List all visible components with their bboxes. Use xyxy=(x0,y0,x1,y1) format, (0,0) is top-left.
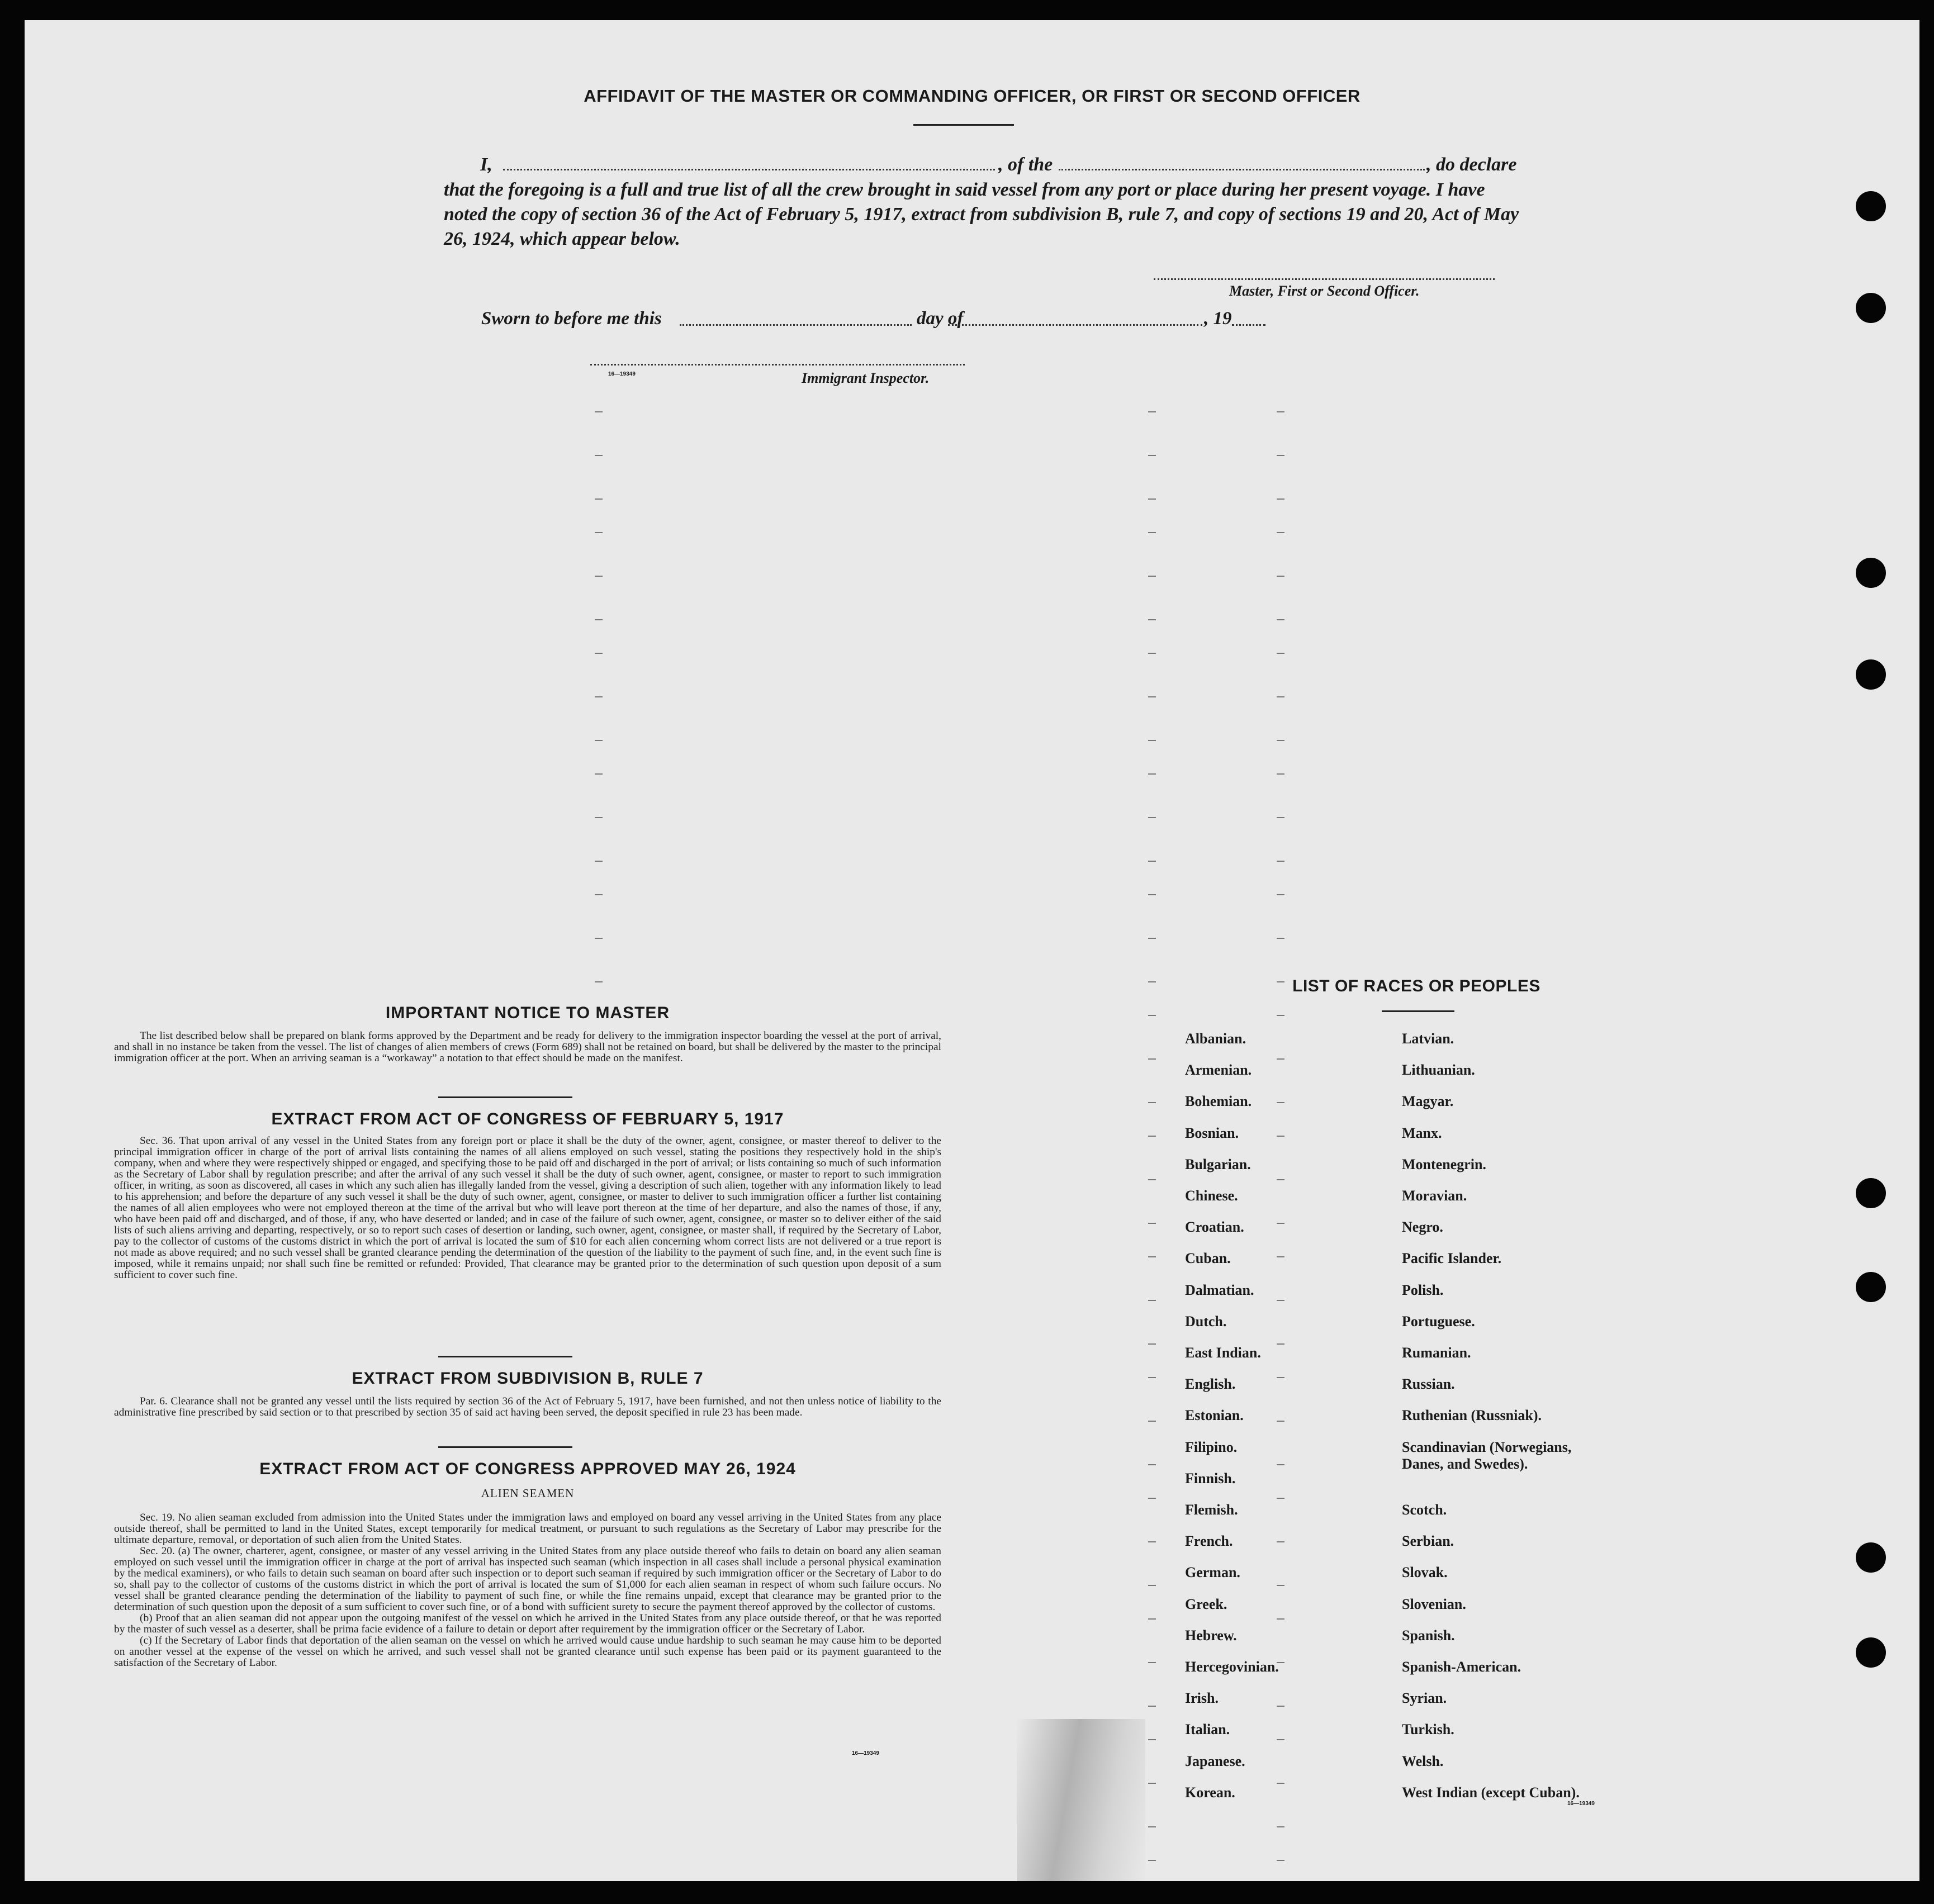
section-rule xyxy=(438,1356,572,1357)
faint-tick-mark xyxy=(1148,619,1156,620)
faint-tick-mark xyxy=(1277,740,1284,741)
faint-tick-mark xyxy=(1277,1102,1284,1103)
race-item: French. xyxy=(1185,1533,1233,1550)
sworn-day-field[interactable] xyxy=(680,324,912,326)
race-item: Negro. xyxy=(1402,1219,1443,1236)
faint-tick-mark xyxy=(1148,817,1156,818)
faint-tick-mark xyxy=(1277,1058,1284,1060)
faint-tick-mark xyxy=(595,740,603,741)
race-item: Chinese. xyxy=(1185,1188,1238,1204)
faint-tick-mark xyxy=(1148,498,1156,500)
faint-tick-mark xyxy=(1277,1377,1284,1378)
inspector-signature-field[interactable] xyxy=(590,364,965,365)
extract-form-number: 16—19349 xyxy=(852,1750,879,1756)
faint-tick-mark xyxy=(595,619,603,620)
race-item: Spanish-American. xyxy=(1402,1659,1521,1675)
punch-hole xyxy=(1856,659,1886,690)
faint-tick-mark xyxy=(1277,1585,1284,1586)
race-item: English. xyxy=(1185,1376,1236,1393)
faint-tick-mark xyxy=(1148,1300,1156,1301)
faint-tick-mark xyxy=(1277,576,1284,577)
race-item: Greek. xyxy=(1185,1596,1227,1612)
race-item: Polish. xyxy=(1402,1281,1444,1298)
race-item: Manx. xyxy=(1402,1124,1442,1141)
faint-tick-mark xyxy=(1148,894,1156,895)
faint-tick-mark xyxy=(1148,1585,1156,1586)
punch-hole xyxy=(1856,1542,1886,1573)
faint-tick-mark xyxy=(1148,773,1156,775)
paper-stain xyxy=(1017,1719,1145,1881)
race-item: Syrian. xyxy=(1402,1690,1447,1707)
faint-tick-mark xyxy=(595,861,603,862)
race-item: Bohemian. xyxy=(1185,1093,1252,1110)
race-item: Korean. xyxy=(1185,1784,1235,1801)
affidavit-form-number: 16—19349 xyxy=(608,371,636,377)
faint-tick-mark xyxy=(1148,1783,1156,1784)
races-form-number: 16—19349 xyxy=(1567,1801,1595,1807)
faint-tick-mark xyxy=(1277,498,1284,500)
race-item: Rumanian. xyxy=(1402,1345,1471,1361)
faint-tick-mark xyxy=(595,576,603,577)
vessel-name-field[interactable] xyxy=(1059,169,1425,170)
faint-tick-mark xyxy=(1277,1421,1284,1422)
faint-tick-mark xyxy=(1148,532,1156,533)
race-item: German. xyxy=(1185,1564,1240,1581)
race-item: Italian. xyxy=(1185,1721,1230,1738)
faint-tick-mark xyxy=(1148,1179,1156,1180)
races-title-rule xyxy=(1382,1010,1454,1012)
extract-rule7-text xyxy=(114,1396,941,1418)
faint-tick-mark xyxy=(1277,1541,1284,1542)
race-item: Scandinavian (Norwegians, Danes, and Swedes). xyxy=(1402,1438,1572,1472)
race-item: Armenian. xyxy=(1185,1062,1252,1079)
faint-tick-mark xyxy=(595,498,603,500)
race-item: Slovak. xyxy=(1402,1564,1448,1581)
faint-tick-mark xyxy=(1277,894,1284,895)
faint-tick-mark xyxy=(595,938,603,939)
sworn-year-field[interactable] xyxy=(1232,324,1265,326)
extract-1924-sec19: Sec. 19. No alien seaman excluded from admission into the United States under the immigration laws and employed on board any vessel arriving in the United States from any place outside thereof, shall be permitted to land in the United States, except temporarily for medical treatment, or pursuant to such regulations as the Secretary of Labor may prescribe for the ultimate departure, removal, or deportation of such alien from the United States. xyxy=(114,1512,941,1546)
extract-1924-subtitle: ALIEN SEAMEN xyxy=(481,1487,575,1500)
faint-tick-mark xyxy=(1277,1783,1284,1784)
faint-tick-mark xyxy=(1148,1618,1156,1620)
notice-paragraph: The list described below shall be prepared on blank forms approved by the Department and be ready for delivery to the immigration inspector boarding the vessel at the port of arrival, and shall in no instance be taken from the vessel. The list of changes of alien members of crews (Form 689) shall not be retained on board, but shall be delivered by the master to the principal immigration officer at the port. When an arriving seaman is a “workaway” a notation to that effect should be made on the manifest. xyxy=(114,1030,941,1064)
race-item: Serbian. xyxy=(1402,1533,1454,1550)
race-item: Estonian. xyxy=(1185,1407,1244,1424)
extract-1924-text xyxy=(114,1512,941,1669)
faint-tick-mark xyxy=(1148,1464,1156,1465)
race-item: Montenegrin. xyxy=(1402,1156,1486,1172)
faint-tick-mark xyxy=(1148,938,1156,939)
faint-tick-mark xyxy=(1277,696,1284,697)
punch-hole xyxy=(1856,1637,1886,1668)
faint-tick-mark xyxy=(1148,740,1156,741)
race-item: Finnish. xyxy=(1185,1470,1236,1487)
extract-rule7-title: EXTRACT FROM SUBDIVISION B, RULE 7 xyxy=(352,1369,704,1388)
declaration-body: that the foregoing is a full and true list of all the crew brought in said vessel from any port or place during her present voyage. I have noted the copy of section 36 of the Act of February 5, 1917, extract from subdivision B, rule 7, and copy of sections 19 and 20, Act of May 26, 1924, which appear below. xyxy=(444,179,1519,249)
race-item: Lithuanian. xyxy=(1402,1062,1475,1079)
faint-tick-mark xyxy=(1148,1498,1156,1499)
faint-tick-mark xyxy=(1148,1421,1156,1422)
faint-tick-mark xyxy=(1148,1136,1156,1137)
race-item: Welsh. xyxy=(1402,1753,1444,1769)
master-signature-field[interactable] xyxy=(1154,278,1495,280)
faint-tick-mark xyxy=(1148,1223,1156,1224)
faint-tick-mark xyxy=(1148,411,1156,412)
faint-tick-mark xyxy=(1148,981,1156,982)
faint-tick-mark xyxy=(1148,1058,1156,1060)
notice-text xyxy=(114,1031,941,1064)
extract-1917-text xyxy=(114,1136,941,1281)
faint-tick-mark xyxy=(1277,619,1284,620)
faint-tick-mark xyxy=(1277,938,1284,939)
race-item: Irish. xyxy=(1185,1690,1219,1707)
faint-tick-mark xyxy=(1277,1464,1284,1465)
faint-tick-mark xyxy=(595,455,603,456)
sworn-label: Sworn to before me this xyxy=(481,308,662,329)
faint-tick-mark xyxy=(1277,1179,1284,1180)
race-item: Portuguese. xyxy=(1402,1313,1475,1330)
race-item: Spanish. xyxy=(1402,1627,1455,1644)
faint-tick-mark xyxy=(1148,1706,1156,1707)
faint-tick-mark xyxy=(1277,532,1284,533)
extract-1924-sec20c: (c) If the Secretary of Labor finds that deportation of the alien seaman on the vessel on which he arrived would cause undue hardship to such seaman he may cause him to be deported on another vessel at the expense of the vessel on which he arrived, and such vessel shall not be granted clearance until such expense has been paid or its payment guaranteed to the satisfaction of the Secretary of Labor. xyxy=(114,1635,941,1669)
race-item: Cuban. xyxy=(1185,1250,1231,1267)
faint-tick-mark xyxy=(1277,817,1284,818)
faint-tick-mark xyxy=(1277,1136,1284,1137)
faint-tick-mark xyxy=(1148,861,1156,862)
race-item: Bulgarian. xyxy=(1185,1156,1251,1172)
faint-tick-mark xyxy=(1148,1343,1156,1345)
race-item: Bosnian. xyxy=(1185,1124,1239,1141)
faint-tick-mark xyxy=(1277,455,1284,456)
extract-1917-title: EXTRACT FROM ACT OF CONGRESS OF FEBRUARY 5, 1917 xyxy=(271,1110,784,1128)
master-signature-label: Master, First or Second Officer. xyxy=(1229,283,1420,299)
faint-tick-mark xyxy=(595,653,603,654)
faint-tick-mark xyxy=(1148,1826,1156,1827)
faint-tick-mark xyxy=(1277,411,1284,412)
race-item: East Indian. xyxy=(1185,1345,1261,1361)
section-rule xyxy=(438,1446,572,1448)
faint-tick-mark xyxy=(1277,1300,1284,1301)
races-title: LIST OF RACES OR PEOPLES xyxy=(1292,977,1540,995)
faint-tick-mark xyxy=(595,981,603,982)
extract-rule7-paragraph: Par. 6. Clearance shall not be granted any vessel until the lists required by section 36 of the Act of February 5, 1917, have been furnished, and not then unless notice of liability to the administrative fine prescribed by said section or to that prescribed by section 35 of said act having been served, the deposit specified in rule 23 has been made. xyxy=(114,1395,941,1418)
declare-end-label: , do declare xyxy=(1426,154,1517,175)
faint-tick-mark xyxy=(1148,1860,1156,1861)
faint-tick-mark xyxy=(1148,455,1156,456)
race-item: Slovenian. xyxy=(1402,1596,1466,1612)
punch-hole xyxy=(1856,1178,1886,1208)
race-item: Dalmatian. xyxy=(1185,1281,1254,1298)
faint-tick-mark xyxy=(1148,1662,1156,1663)
faint-tick-mark xyxy=(595,411,603,412)
faint-tick-mark xyxy=(1277,1498,1284,1499)
punch-hole xyxy=(1856,1272,1886,1302)
race-item: Magyar. xyxy=(1402,1093,1454,1110)
faint-tick-mark xyxy=(1277,773,1284,775)
race-item: Russian. xyxy=(1402,1376,1455,1393)
punch-hole xyxy=(1856,293,1886,323)
race-item: Turkish. xyxy=(1402,1721,1454,1738)
punch-hole xyxy=(1856,191,1886,221)
race-item: Hercegovinian. xyxy=(1185,1659,1279,1675)
faint-tick-mark xyxy=(1148,653,1156,654)
declare-i-label: I, xyxy=(480,154,492,175)
race-item: West Indian (except Cuban). xyxy=(1402,1784,1580,1801)
race-item: Dutch. xyxy=(1185,1313,1227,1330)
form-sheet xyxy=(25,20,1919,1881)
race-item: Ruthenian (Russniak). xyxy=(1402,1407,1542,1424)
race-item: Flemish. xyxy=(1185,1502,1238,1518)
notice-title: IMPORTANT NOTICE TO MASTER xyxy=(385,1004,670,1022)
faint-tick-mark xyxy=(1148,1541,1156,1542)
race-item: Latvian. xyxy=(1402,1031,1454,1047)
faint-tick-mark xyxy=(1277,1343,1284,1345)
race-item: Scotch. xyxy=(1402,1502,1447,1518)
sworn-month-field[interactable] xyxy=(948,324,1202,326)
faint-tick-mark xyxy=(1148,1102,1156,1103)
faint-tick-mark xyxy=(1277,1256,1284,1257)
faint-tick-mark xyxy=(1148,696,1156,697)
race-item: Albanian. xyxy=(1185,1031,1246,1047)
faint-tick-mark xyxy=(1148,1739,1156,1740)
affidavit-title: AFFIDAVIT OF THE MASTER OR COMMANDING OFFICER, OR FIRST OR SECOND OFFICER xyxy=(584,86,1361,106)
faint-tick-mark xyxy=(1277,1223,1284,1224)
year-label: , 19 xyxy=(1204,308,1232,329)
faint-tick-mark xyxy=(1277,861,1284,862)
race-item: Japanese. xyxy=(1185,1753,1245,1769)
race-item: Hebrew. xyxy=(1185,1627,1237,1644)
faint-tick-mark xyxy=(595,773,603,775)
race-item: Moravian. xyxy=(1402,1188,1467,1204)
faint-tick-mark xyxy=(1277,1618,1284,1620)
extract-1917-paragraph: Sec. 36. That upon arrival of any vessel in the United States from any foreign port or place it shall be the duty of the owner, agent, consignee, or master thereof to deliver to the principal immigration officer in charge of the port of arrival lists containing the names of all aliens employed on such vessel, stating the positions they respectively hold in the ship's company, when and where they were respectively shipped or engaged, and specifying those to be paid off and discharged in the port of arrival; or lists containing so much of such information as the Secretary of Labor shall by regulation prescribe; and after the arrival of any such vessel it shall be the duty of such owner, agent, consignee, or master to report to such immigration officer, in writing, as soon as discovered, all cases in which any such alien has illegally landed from the vessel, giving a description of such alien, together with any information likely to lead to his apprehension; and before the departure of any such vessel it shall be the duty of such owner, agent, consignee, or master to deliver to such immigration officer a further list containing the names of all alien employees who were not employed thereon at the time of the arrival but who will leave port thereon at the time of her departure, and also the names of those, if any, who have been paid off and discharged, and of those, if any, who have deserted or landed; and in case of the failure of such owner, agent, consignee, or master so to deliver either of the said lists of such aliens arriving and departing, respectively, or so to report such cases of desertion or landing, such owner, agent, consignee, or master shall, if required by the Secretary of Labor, pay to the collector of customs of the customs district in which the port of arrival is located the sum of $10 for each alien concerning whom correct lists are not delivered or a true report is not made as above required; and no such vessel shall be granted clearance pending the determination of the question of the liability to the payment of such fine, and, in the event such fine is imposed, while it remains unpaid; nor shall such fine be remitted or refunded: Provided, That clearance may be granted prior to the determination of such question upon deposit of a sum sufficient to cover such fine. xyxy=(114,1135,941,1281)
day-of-label: day of xyxy=(917,308,964,329)
declare-of-the-label: , of the xyxy=(998,154,1053,175)
faint-tick-mark xyxy=(1277,1860,1284,1861)
faint-tick-mark xyxy=(1277,653,1284,654)
race-item: Filipino. xyxy=(1185,1438,1238,1455)
faint-tick-mark xyxy=(1277,1826,1284,1827)
faint-tick-mark xyxy=(1148,1256,1156,1257)
faint-tick-mark xyxy=(1277,1706,1284,1707)
faint-tick-mark xyxy=(1148,1377,1156,1378)
faint-tick-mark xyxy=(1148,576,1156,577)
faint-tick-mark xyxy=(595,532,603,533)
race-item: Croatian. xyxy=(1185,1219,1244,1236)
faint-tick-mark xyxy=(1277,1015,1284,1016)
extract-1924-sec20a: Sec. 20. (a) The owner, charterer, agent, consignee, or master of any vessel arriving in the United States from any place outside thereof who fails to detain on board any alien seaman employed on such vessel until the immigration officer in charge at the port of arrival has inspected such seaman (which inspection in all cases shall include a personal physical examination by the medical examiners), or who fails to detain such seaman on board after such inspection or to deport such seaman if required by such immigration officer or the Secretary of Labor to do so, shall pay to the collector of customs of the customs district in which the port of arrival is located the sum of $1,000 for each alien seaman in respect of whom such failure occurs. No vessel shall be granted clearance pending the determination of the liability to payment of such fine, or while the fine remains unpaid, except that clearance may be granted prior to the determination of such question upon the deposit of a sum sufficient to cover such fine, or of a bond with sufficient surety to secure the payment thereof approved by the collector of customs. xyxy=(114,1545,941,1613)
faint-tick-mark xyxy=(595,894,603,895)
faint-tick-mark xyxy=(595,696,603,697)
race-item: Pacific Islander. xyxy=(1402,1250,1502,1267)
faint-tick-mark xyxy=(1148,1015,1156,1016)
section-rule xyxy=(438,1096,572,1098)
faint-tick-mark xyxy=(595,817,603,818)
declarant-name-field[interactable] xyxy=(503,169,995,170)
extract-1924-sec20b: (b) Proof that an alien seaman did not appear upon the outgoing manifest of the vessel on which he arrived in the United States from any place outside thereof, or that he was reported by the master of such vessel as a deserter, shall be prima facie evidence of a failure to detain or deport after requirement by the immigration officer or the Secretary of Labor. xyxy=(114,1612,941,1635)
title-rule xyxy=(913,124,1014,126)
inspector-label: Immigrant Inspector. xyxy=(802,370,930,386)
faint-tick-mark xyxy=(1277,1739,1284,1740)
extract-1924-title: EXTRACT FROM ACT OF CONGRESS APPROVED MAY 26, 1924 xyxy=(259,1460,796,1478)
punch-hole xyxy=(1856,558,1886,588)
